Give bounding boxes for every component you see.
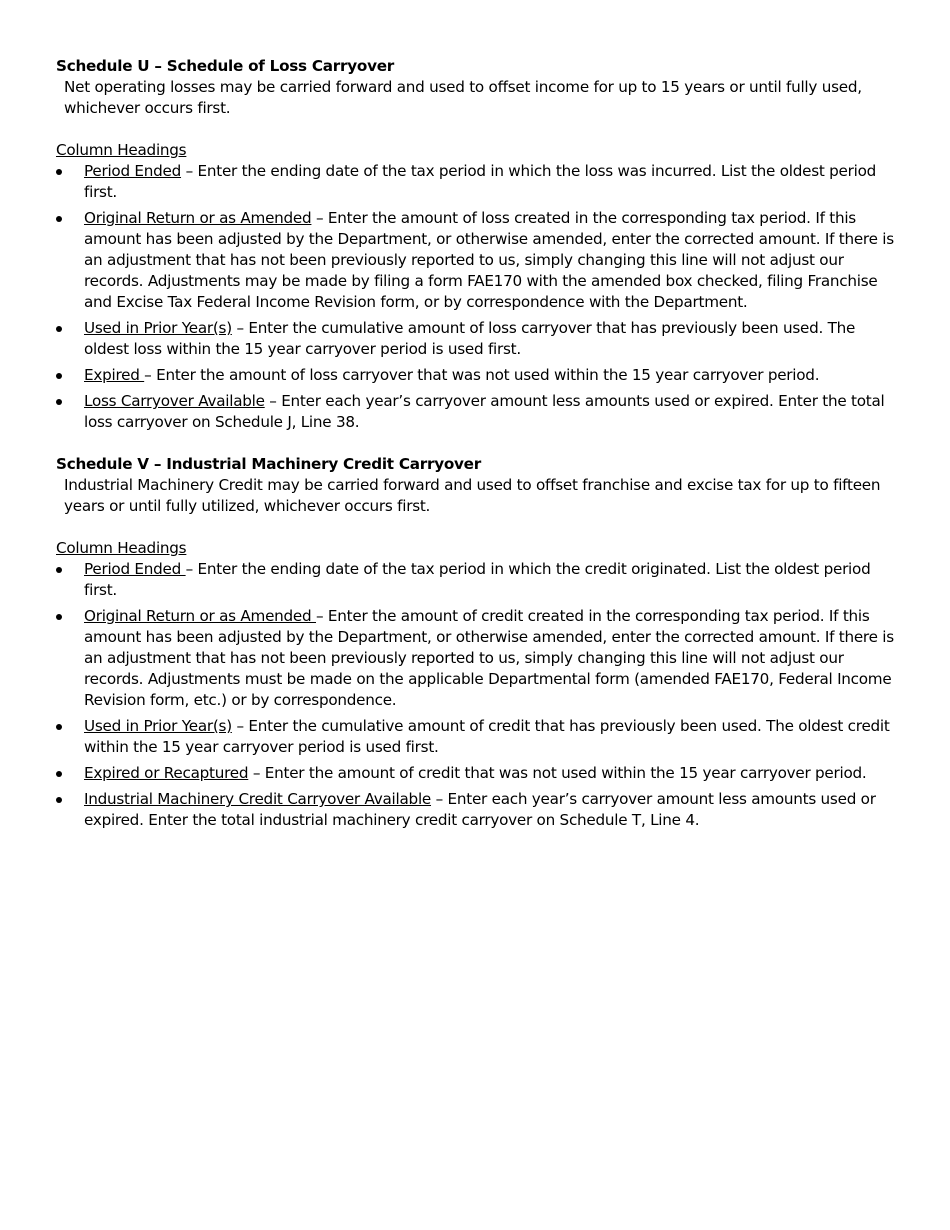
column-description: – Enter the amount of loss created in the corresponding tax period. If this amount has been adjusted by the Department, or otherwise amended, enter the corrected amount. If there is an adjustment that has not been previously reported to us, simply changing this line will not adjust our records. Adjustments may be made by filing a form FAE170 with the amended box checked, filing Franchise and Excise Tax Federal Income Revision form, or by correspondence with the Department.	[84, 209, 894, 311]
column-description: – Enter the amount of credit created in the corresponding tax period. If this amount has been adjusted by the Department, or otherwise amended, enter the corrected amount. If there is an adjustment that has not been previously reported to us, simply changing this line will not adjust our records. Adjustments must be made on the applicable Departmental form (amended FAE170, Federal Income Revision form, etc.) or by correspondence.	[84, 607, 894, 709]
column-description: – Enter the ending date of the tax period in which the credit originated. List the oldest period first.	[84, 560, 871, 599]
schedule-v-section	[56, 454, 896, 831]
schedule-u-intro: Net operating losses may be carried forward and used to offset income for up to 15 years or until fully used, whichever occurs first.	[64, 78, 862, 117]
column-description: – Enter the amount of credit that was not used within the 15 year carryover period.	[248, 764, 867, 782]
schedule-v-intro: Industrial Machinery Credit may be carried forward and used to offset franchise and excise tax for up to fifteen years or until fully utilized, whichever occurs first.	[64, 476, 881, 515]
list-item	[56, 606, 896, 711]
schedule-u-title: Schedule U – Schedule of Loss Carryover	[56, 57, 395, 75]
list-item	[56, 559, 896, 601]
bullet-icon	[56, 216, 62, 222]
list-item	[56, 391, 896, 433]
schedule-u-section	[56, 56, 896, 433]
bullet-icon	[56, 373, 62, 379]
bullet-icon	[56, 771, 62, 777]
column-description: – Enter the cumulative amount of loss carryover that has previously been used. The oldest loss within the 15 year carryover period is used first.	[84, 319, 856, 358]
column-term: Original Return or as Amended	[84, 209, 312, 227]
bullet-icon	[56, 614, 62, 620]
column-description: – Enter the amount of loss carryover that was not used within the 15 year carryover period.	[144, 366, 820, 384]
schedule-u-column-list	[56, 161, 896, 433]
list-item	[56, 716, 896, 758]
bullet-icon	[56, 399, 62, 405]
schedule-v-column-headings: Column Headings	[56, 539, 187, 557]
column-term: Loss Carryover Available	[84, 392, 265, 410]
list-item	[56, 318, 896, 360]
bullet-icon	[56, 169, 62, 175]
list-item	[56, 763, 896, 784]
column-description: – Enter each year’s carryover amount less amounts used or expired. Enter the total industrial machinery credit carryover on Schedule T, Line 4.	[84, 790, 876, 829]
column-description: – Enter the ending date of the tax period in which the loss was incurred. List the oldest period first.	[84, 162, 877, 201]
list-item	[56, 208, 896, 313]
schedule-v-column-list	[56, 559, 896, 831]
list-item	[56, 161, 896, 203]
column-term: Industrial Machinery Credit Carryover Available	[84, 790, 432, 808]
bullet-icon	[56, 724, 62, 730]
bullet-icon	[56, 567, 62, 573]
column-term: Expired	[84, 366, 145, 384]
schedule-v-title: Schedule V – Industrial Machinery Credit Carryover	[56, 455, 481, 473]
column-description: – Enter the cumulative amount of credit that has previously been used. The oldest credit within the 15 year carryover period is used first.	[84, 717, 890, 756]
column-term: Expired or Recaptured	[84, 764, 249, 782]
schedule-u-column-headings: Column Headings	[56, 141, 187, 159]
column-term: Period Ended	[84, 560, 186, 578]
instructions-page	[56, 56, 896, 836]
column-term: Period Ended	[84, 162, 182, 180]
list-item	[56, 365, 896, 386]
column-description: – Enter each year’s carryover amount less amounts used or expired. Enter the total loss carryover on Schedule J, Line 38.	[84, 392, 885, 431]
bullet-icon	[56, 326, 62, 332]
list-item	[56, 789, 896, 831]
column-term: Used in Prior Year(s)	[84, 717, 232, 735]
column-term: Original Return or as Amended	[84, 607, 316, 625]
column-term: Used in Prior Year(s)	[84, 319, 232, 337]
bullet-icon	[56, 797, 62, 803]
